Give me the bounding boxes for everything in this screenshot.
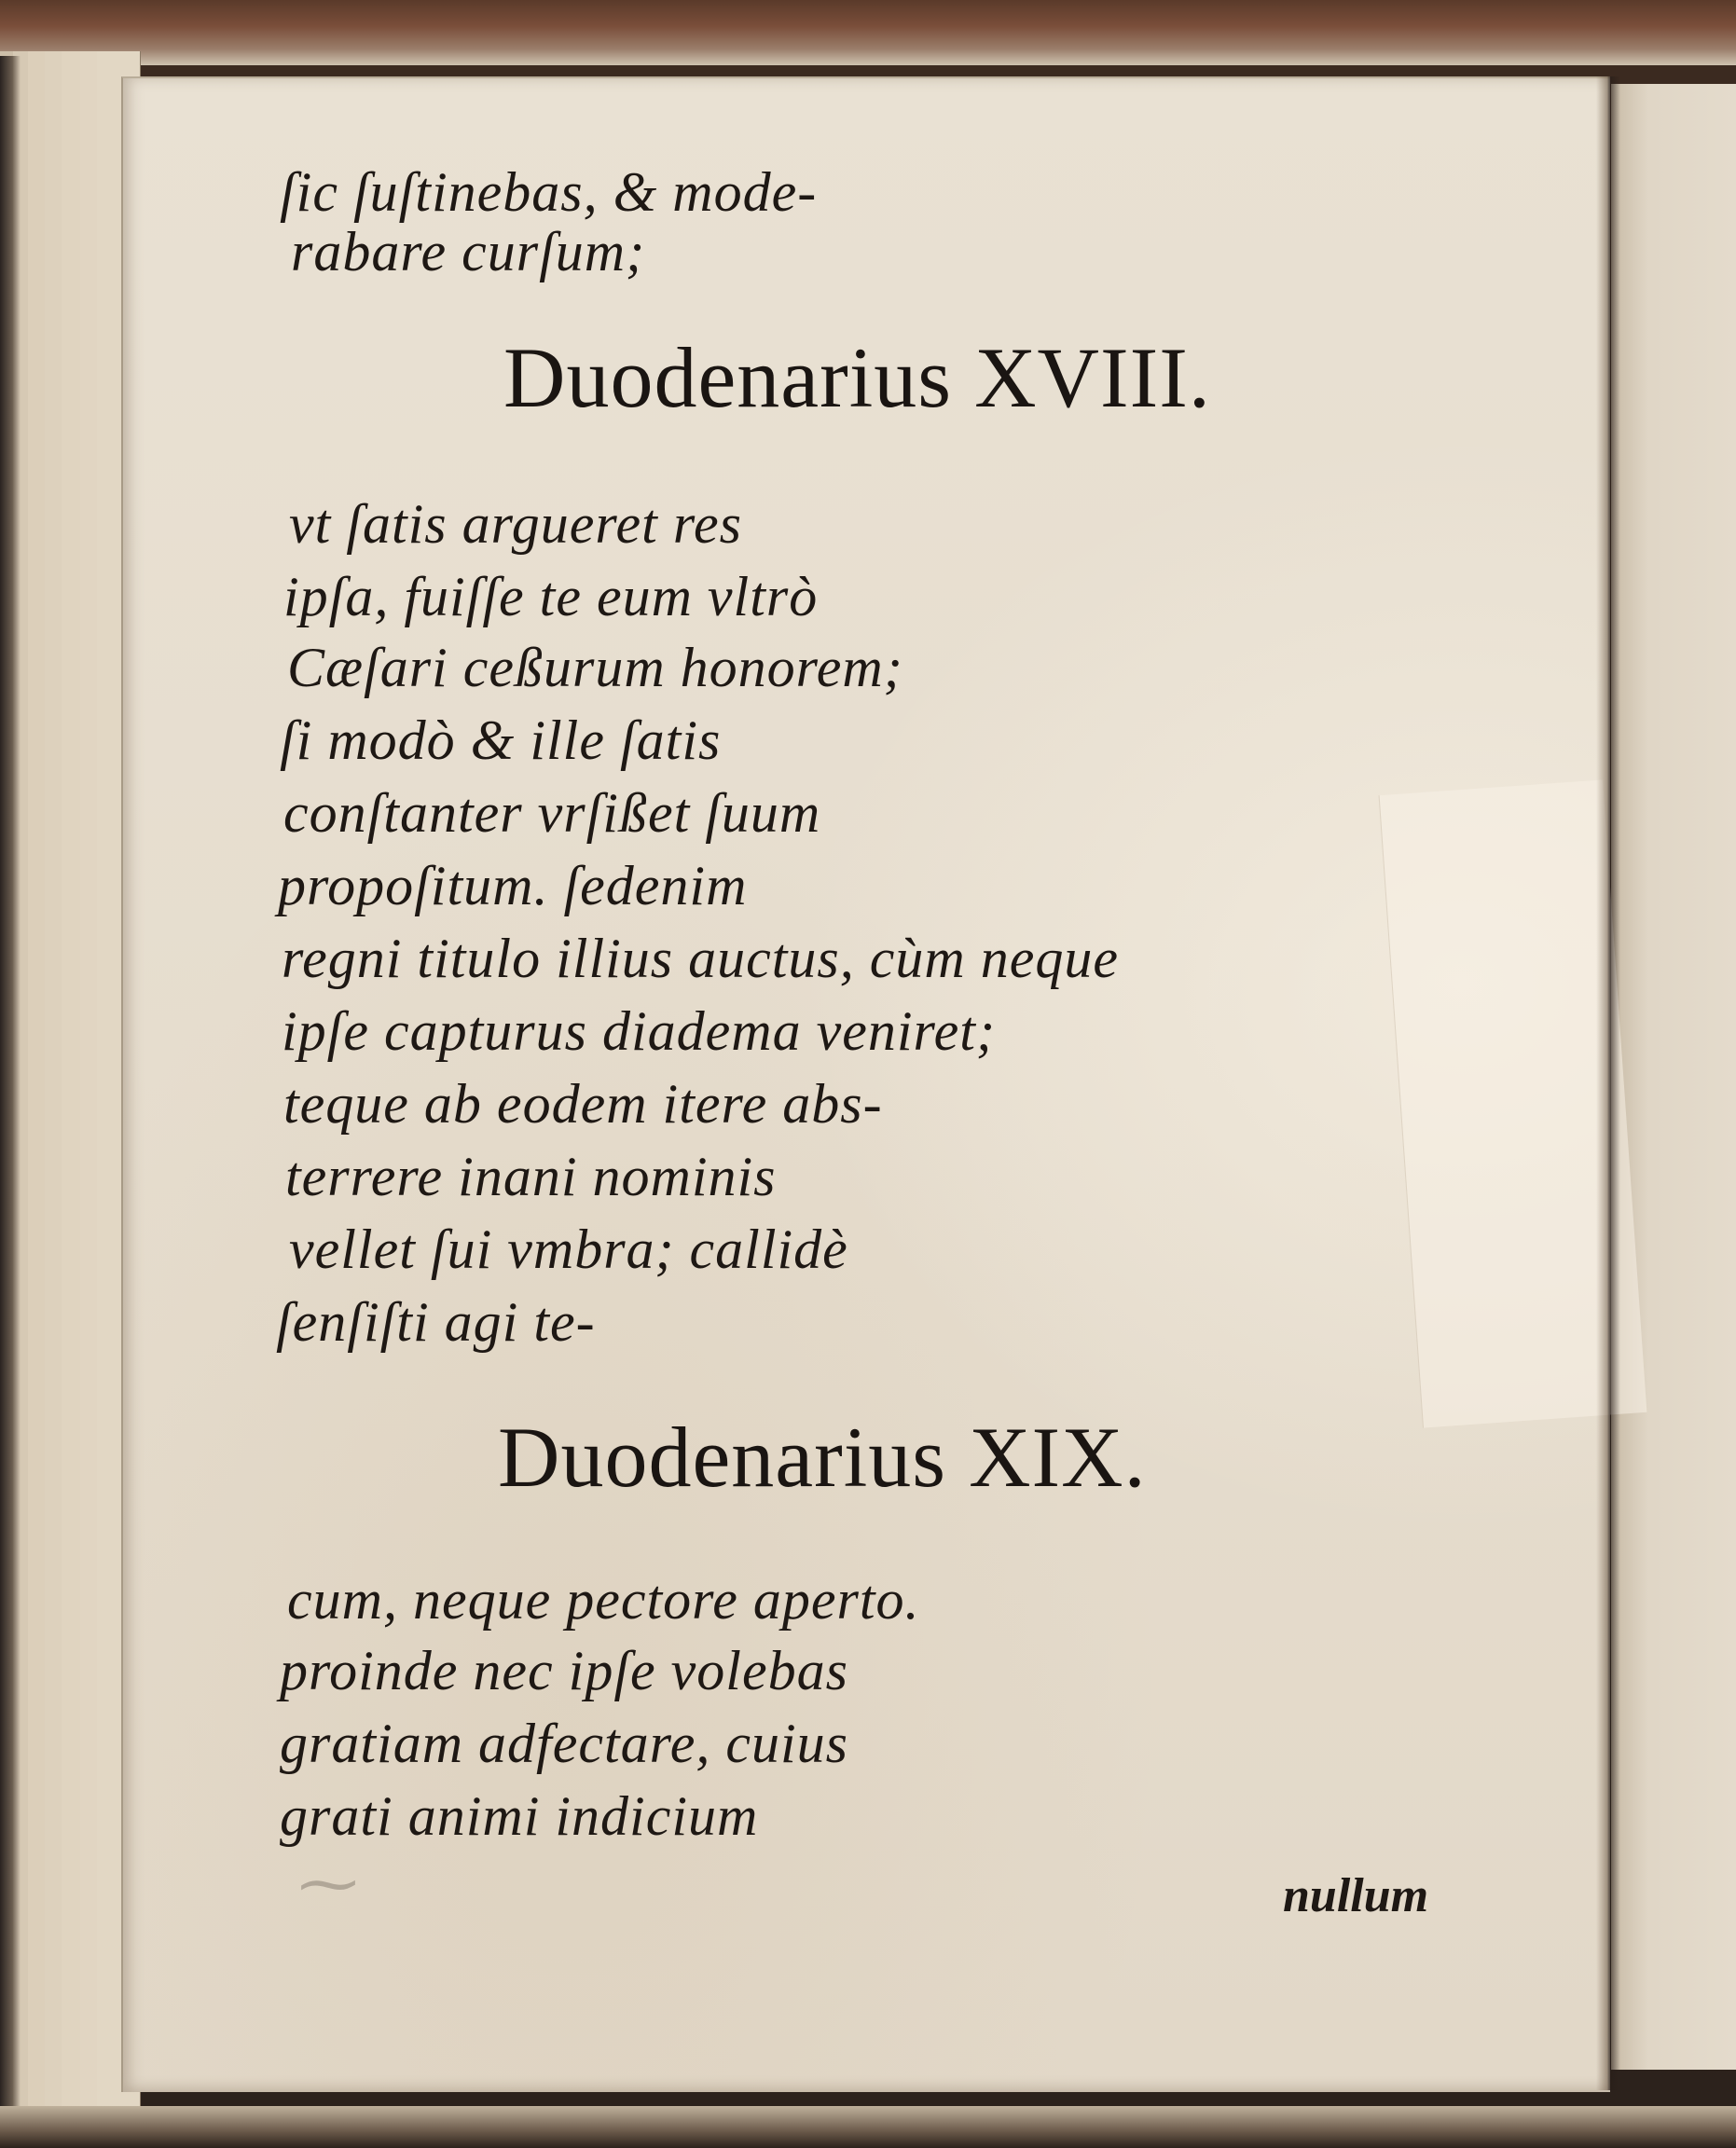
- text-line: teque ab eodem itere abs-: [283, 1073, 883, 1135]
- text-line: terrere inani nominis: [285, 1146, 777, 1207]
- text-line: propoſitum. ſedenim: [278, 855, 748, 916]
- text-line: conſtanter vrſißet ſuum: [283, 782, 821, 844]
- printed-page: [121, 76, 1610, 2092]
- book-binding-top: [0, 0, 1736, 65]
- text-line: Cæſari ceßurum honorem;: [287, 637, 903, 698]
- text-line: gratiam adfectare, cuius: [280, 1713, 849, 1774]
- book-bottom-edge: [0, 2106, 1736, 2148]
- section-heading: Duodenarius XVIII.: [503, 330, 1211, 425]
- text-line: vellet ſui vmbra; callidè: [289, 1219, 848, 1280]
- section-heading: Duodenarius XIX.: [498, 1410, 1147, 1505]
- text-line: ſic ſuſtinebas, & mode-: [280, 161, 818, 223]
- text-line: ſi modò & ille ſatis: [280, 709, 722, 771]
- text-line: ipſa, fuiſſe te eum vltrò: [283, 566, 819, 627]
- facing-page: [1611, 84, 1736, 2070]
- text-line: grati animi indicium: [280, 1785, 759, 1847]
- text-line: vt ſatis argueret res: [289, 493, 742, 555]
- text-line: proinde nec ipſe volebas: [280, 1640, 848, 1701]
- text-line: ipſe capturus diadema veniret;: [282, 1000, 996, 1062]
- text-line: cum, neque pectore aperto.: [287, 1569, 920, 1631]
- spine-shadow: [0, 56, 21, 2111]
- catchword: nullum: [1283, 1869, 1429, 1922]
- text-line: regni titulo illius auctus, cùm neque: [282, 928, 1120, 989]
- gutter-shadow: [1596, 76, 1620, 2090]
- text-line: ſenſiſti agi te-: [276, 1291, 596, 1353]
- pencil-mark: ⁓: [298, 1850, 358, 1919]
- text-line: rabare curſum;: [291, 221, 646, 282]
